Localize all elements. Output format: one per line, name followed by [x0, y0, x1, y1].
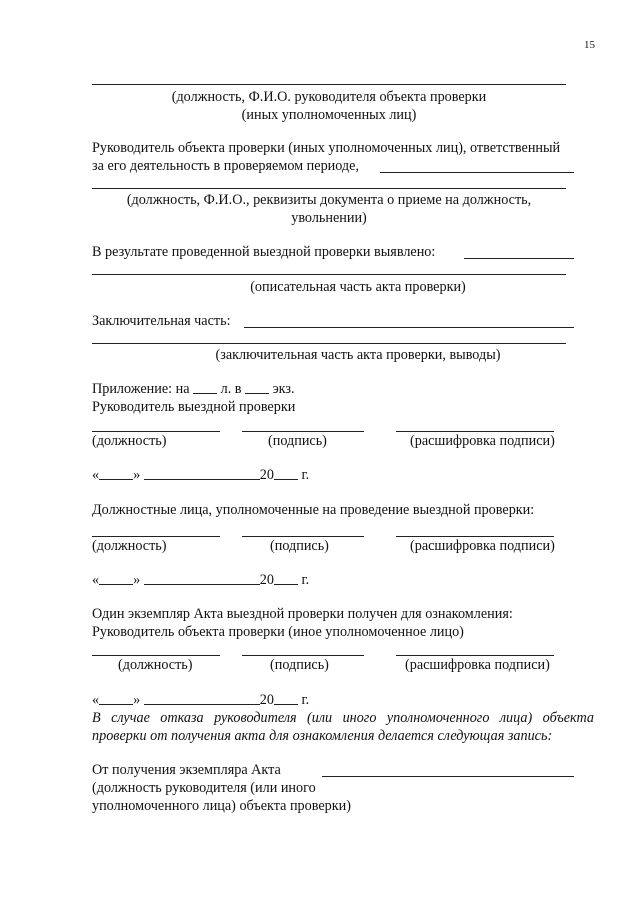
refusal-note-2: проверки от получения акта для ознакомления делается следующая запись:	[92, 728, 553, 744]
date-line: « » 20 г.	[92, 692, 310, 708]
page-number: 15	[584, 39, 595, 51]
responsible-caption-2: увольнении)	[291, 210, 367, 226]
signature-caption: (подпись)	[270, 657, 329, 673]
date-line: « » 20 г.	[92, 467, 310, 483]
responsible-fill-line-2	[92, 188, 566, 189]
result-caption: (описательная часть акта проверки)	[250, 279, 466, 295]
refusal-fill-line	[322, 776, 574, 777]
decoding-caption: (расшифровка подписи)	[405, 657, 550, 673]
result-label: В результате проведенной выездной проверки выявлено:	[92, 244, 436, 260]
responsible-fill-line	[380, 172, 574, 173]
appendix-text: Приложение: на л. в экз.	[92, 381, 295, 397]
officials-label: Должностные лица, уполномоченные на проведение выездной проверки:	[92, 502, 535, 518]
responsible-caption-1: (должность, Ф.И.О., реквизиты документа о приеме на должность,	[126, 192, 532, 208]
received-text-1: Один экземпляр Акта выездной проверки получен для ознакомления:	[92, 606, 513, 622]
refusal-label: От получения экземпляра Акта	[92, 762, 281, 778]
result-fill-line-2	[92, 274, 566, 275]
received-text-2: Руководитель объекта проверки (иное уполномоченное лицо)	[92, 624, 464, 640]
final-label: Заключительная часть:	[92, 313, 231, 329]
head-fill-line	[92, 84, 566, 85]
position-caption: (должность)	[118, 657, 193, 673]
head-caption-2: (иных уполномоченных лиц)	[241, 107, 417, 123]
refusal-caption-2: уполномоченного лица) объекта проверки)	[92, 798, 351, 814]
signature-caption: (подпись)	[268, 433, 327, 449]
responsible-text-2: за его деятельность в проверяемом периоде,	[92, 158, 359, 174]
position-caption: (должность)	[92, 538, 167, 554]
refusal-note-1: В случае отказа руководителя (или иного уполномоченного лица) объекта	[92, 710, 594, 726]
final-caption: (заключительная часть акта проверки, выводы)	[215, 347, 501, 363]
inspection-head-label: Руководитель выездной проверки	[92, 399, 296, 415]
head-caption-1: (должность, Ф.И.О. руководителя объекта проверки	[171, 89, 487, 105]
decoding-caption: (расшифровка подписи)	[410, 538, 555, 554]
final-fill-line-2	[92, 343, 566, 344]
signature-caption: (подпись)	[270, 538, 329, 554]
decoding-caption: (расшифровка подписи)	[410, 433, 555, 449]
responsible-text-1: Руководитель объекта проверки (иных уполномоченных лиц), ответственный	[92, 140, 561, 156]
result-fill-line	[464, 258, 574, 259]
refusal-caption-1: (должность руководителя (или иного	[92, 780, 316, 796]
date-line: « » 20 г.	[92, 572, 310, 588]
final-fill-line	[244, 327, 574, 328]
position-caption: (должность)	[92, 433, 167, 449]
